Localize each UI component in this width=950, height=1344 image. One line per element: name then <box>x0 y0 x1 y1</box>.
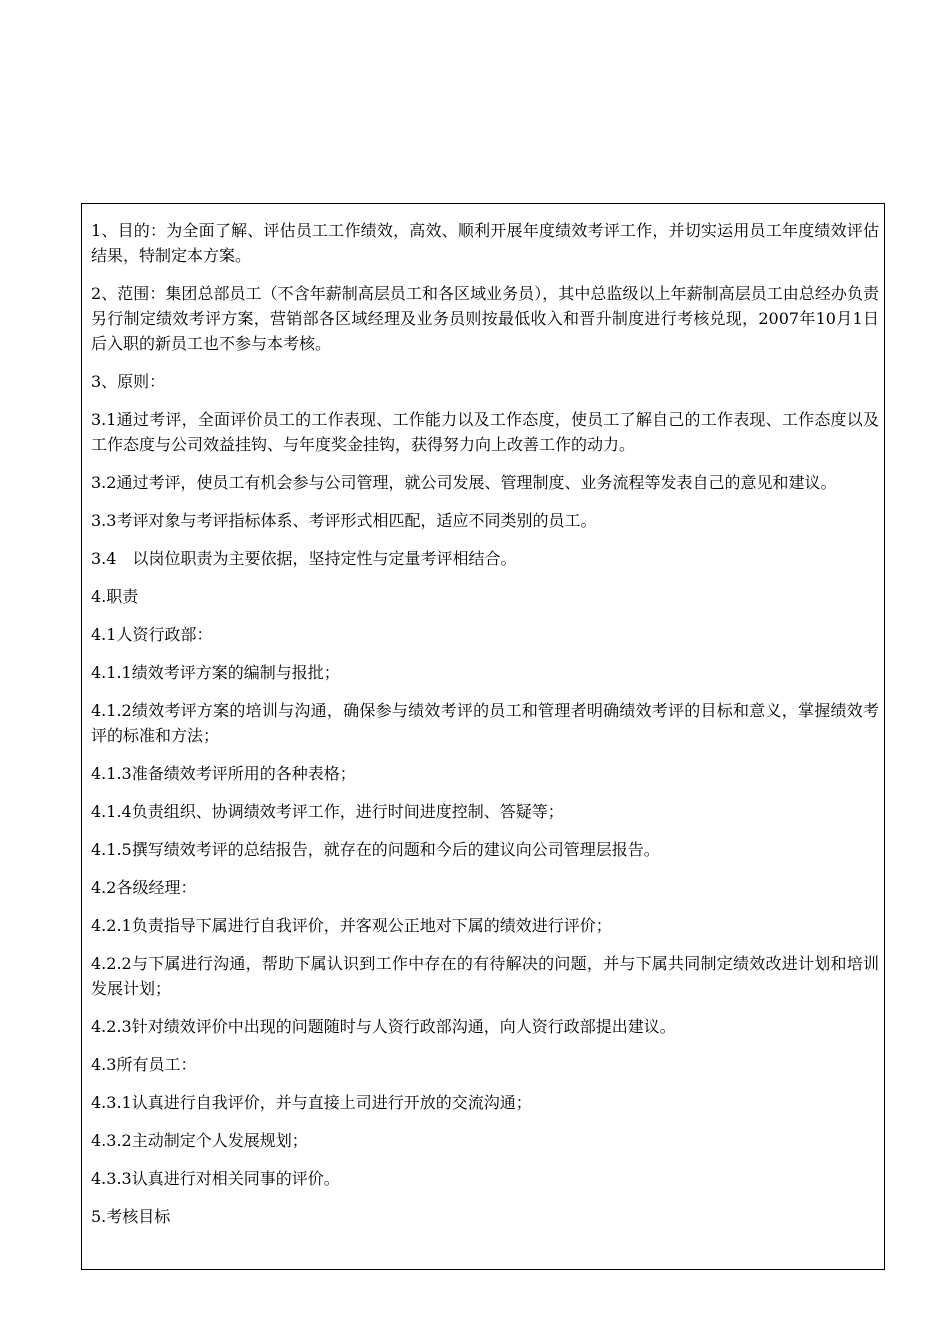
principle-3-2: 3.2通过考评，使员工有机会参与公司管理，就公司发展、管理制度、业务流程等发表自己的意见和建议。 <box>91 473 837 492</box>
principles-heading: 3、原则： <box>91 372 166 391</box>
principle-3-4: 3.4 以岗位职责为主要依据，坚持定性与定量考评相结合。 <box>91 549 517 568</box>
duties-heading: 4.职责 <box>91 587 139 606</box>
duty-4-1-5: 4.1.5撰写绩效考评的总结报告，就存在的问题和今后的建议向公司管理层报告。 <box>91 840 660 859</box>
duty-4-2-3: 4.2.3针对绩效评价中出现的问题随时与人资行政部沟通，向人资行政部提出建议。 <box>91 1017 676 1036</box>
duty-4-1-heading: 4.1人资行政部： <box>91 625 213 644</box>
document-frame <box>81 203 885 1270</box>
duty-4-1-4: 4.1.4负责组织、协调绩效考评工作，进行时间进度控制、答疑等； <box>91 802 564 821</box>
purpose-paragraph: 1、目的：为全面了解、评估员工工作绩效，高效、顺利开展年度绩效考评工作，并切实运用员工年度绩效评估结果，特制定本方案。 <box>91 221 879 265</box>
principle-3-3: 3.3考评对象与考评指标体系、考评形式相匹配，适应不同类别的员工。 <box>91 511 597 530</box>
duty-4-3-2: 4.3.2主动制定个人发展规划； <box>91 1131 308 1150</box>
goals-heading: 5.考核目标 <box>91 1207 171 1226</box>
duty-4-3-1: 4.3.1认真进行自我评价，并与直接上司进行开放的交流沟通； <box>91 1093 532 1112</box>
duty-4-1-1: 4.1.1绩效考评方案的编制与报批； <box>91 663 340 682</box>
document-body <box>91 218 879 1242</box>
principle-3-1: 3.1通过考评，全面评价员工的工作表现、工作能力以及工作态度，使员工了解自己的工作表现、工作态度以及工作态度与公司效益挂钩、与年度奖金挂钩，获得努力向上改善工作的动力。 <box>91 410 879 454</box>
duty-4-2-1: 4.2.1负责指导下属进行自我评价，并客观公正地对下属的绩效进行评价； <box>91 916 612 935</box>
duty-4-2-heading: 4.2各级经理： <box>91 878 197 897</box>
duty-4-1-3: 4.1.3准备绩效考评所用的各种表格； <box>91 764 356 783</box>
duty-4-2-2: 4.2.2与下属进行沟通，帮助下属认识到工作中存在的有待解决的问题，并与下属共同制定绩效改进计划和培训发展计划； <box>91 954 879 998</box>
duty-4-1-2: 4.1.2绩效考评方案的培训与沟通，确保参与绩效考评的员工和管理者明确绩效考评的目标和意义，掌握绩效考评的标准和方法； <box>91 701 879 745</box>
duty-4-3-heading: 4.3所有员工： <box>91 1055 197 1074</box>
duty-4-3-3: 4.3.3认真进行对相关同事的评价。 <box>91 1169 340 1188</box>
scope-paragraph: 2、范围：集团总部员工（不含年薪制高层员工和各区域业务员），其中总监级以上年薪制高层员工由总经办负责另行制定绩效考评方案，营销部各区域经理及业务员则按最低收入和晋升制度进行考核兑现，2007年10月1日后入职的新员工也不参与本考核。 <box>91 284 879 353</box>
